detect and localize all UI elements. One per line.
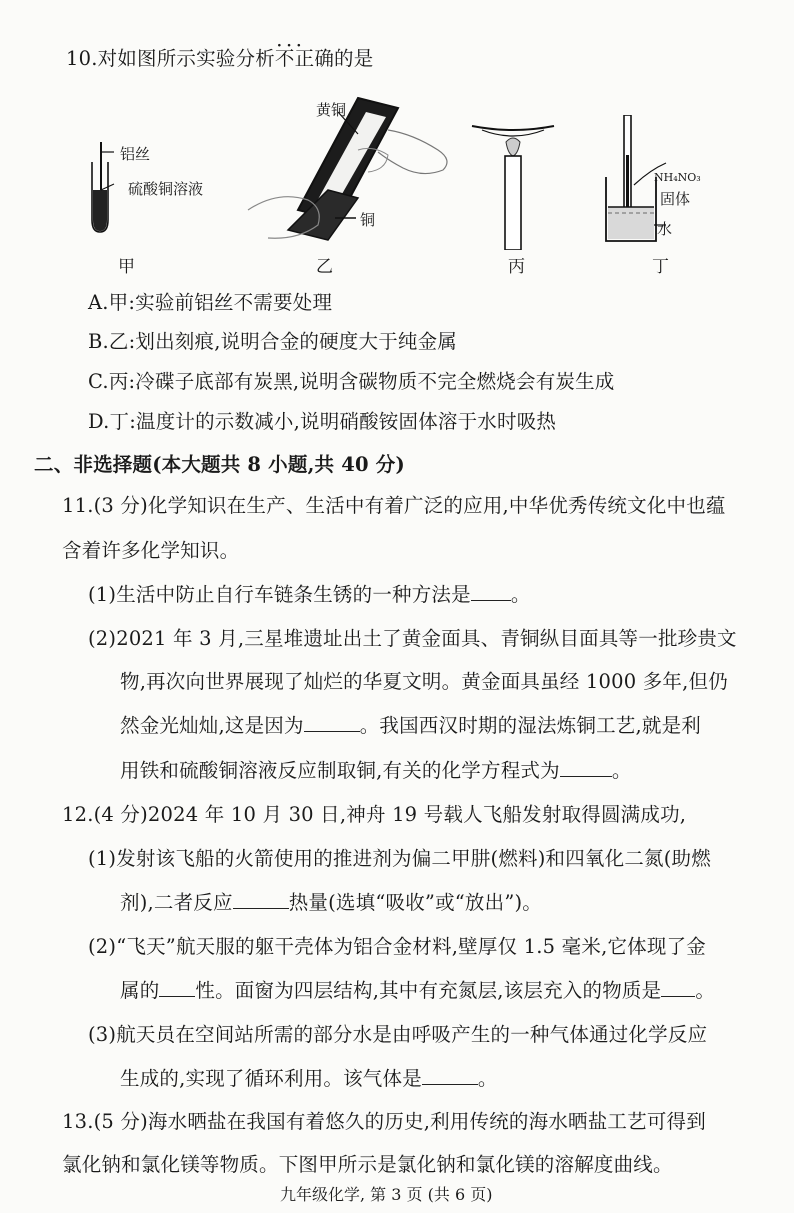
q10-option-b: B.乙:划出刻痕,说明合金的硬度大于纯金属 <box>88 330 457 353</box>
q11-part-2-line-4-text: 用铁和硫酸铜溶液反应制取铜,有关的化学方程式为 <box>120 759 560 782</box>
figure-yi-copper-label: 铜 <box>360 211 376 229</box>
q11-stem-line-2: 含着许多化学知识。 <box>62 539 240 562</box>
q12-part-2-line-2-b: 性。面窗为四层结构,其中有充氮层,该层充入的物质是 <box>195 979 662 1002</box>
section-2-title: 二、非选择题(本大题共 8 小题,共 40 分) <box>34 453 405 476</box>
q12-part-2-line-2-end: 。 <box>695 979 716 1002</box>
q10-stem-post: 的是 <box>334 47 374 70</box>
q11-part-1-text: (1)生活中防止自行车链条生锈的一种方法是 <box>88 583 471 606</box>
figure-ding-solid-label: 固体 <box>660 190 691 208</box>
figure-ding-solid-formula: NH₄NO₃ <box>654 171 701 184</box>
figure-jia-test-tube <box>84 140 124 240</box>
q11-part-2-line-1: (2)2021 年 3 月,三星堆遗址出土了黄金面具、青铜纵目面具等一批珍贵文 <box>88 627 737 650</box>
q10-stem-pre: 10.对如图所示实验分析 <box>66 47 275 70</box>
q12-part-1-line-1: (1)发射该飞船的火箭使用的推进剂为偏二甲肼(燃料)和四氧化二氮(助燃 <box>88 847 711 870</box>
q11-part-1-blank[interactable] <box>471 582 511 601</box>
q12-part-1-line-2-b: 热量(选填“吸收”或“放出”)。 <box>288 891 543 914</box>
q12-part-3-blank[interactable] <box>422 1066 478 1085</box>
q12-part-1-line-2 <box>120 890 542 916</box>
q12-part-2-blank-1[interactable] <box>159 978 195 997</box>
q12-part-2-line-2 <box>120 978 715 1004</box>
q11-part-2-line-3-b: 。我国西汉时期的湿法炼铜工艺,就是利 <box>359 714 702 737</box>
q12-part-3-line-2 <box>120 1066 498 1092</box>
q10-option-d: D.丁:温度计的示数减小,说明硝酸铵固体溶于水时吸热 <box>88 410 557 433</box>
q12-part-3-line-2-text: 生成的,实现了循环利用。该气体是 <box>120 1067 422 1090</box>
q12-part-3-line-1: (3)航天员在空间站所需的部分水是由呼吸产生的一种气体通过化学反应 <box>88 1023 708 1046</box>
q11-part-2-line-4-end: 。 <box>611 759 632 782</box>
q13-stem-line-2: 氯化钠和氯化镁等物质。下图甲所示是氯化钠和氯化镁的溶解度曲线。 <box>62 1153 673 1176</box>
q12-part-3-line-2-end: 。 <box>477 1067 498 1090</box>
q12-part-2-line-2-a: 属的 <box>120 979 160 1002</box>
q11-part-2-blank-2[interactable] <box>560 758 612 777</box>
q11-part-2-line-2: 物,再次向世界展现了灿烂的华夏文明。黄金面具虽经 1000 多年,但仍 <box>120 670 728 693</box>
figure-ding-water-label: 水 <box>657 220 673 238</box>
q12-part-1-line-2-a: 剂),二者反应 <box>120 891 233 914</box>
q11-part-2-line-3 <box>120 713 701 739</box>
q10-stem <box>66 46 373 72</box>
q10-stem-emphasis: 不正确 · · · <box>275 47 334 70</box>
figure-ding-label: 丁 <box>652 257 669 277</box>
q10-option-a: A.甲:实验前铝丝不需要处理 <box>88 291 333 314</box>
q11-part-1-end: 。 <box>510 583 531 606</box>
q11-part-1 <box>88 582 531 608</box>
figure-jia-label: 甲 <box>118 257 135 277</box>
q13-stem-line-1: 13.(5 分)海水晒盐在我国有着悠久的历史,利用传统的海水晒盐工艺可得到 <box>62 1110 706 1133</box>
q11-part-2-blank-1[interactable] <box>304 713 360 732</box>
q11-stem-line-1: 11.(3 分)化学知识在生产、生活中有着广泛的应用,中华优秀传统文化中也蕴 <box>62 494 726 517</box>
q12-part-1-blank[interactable] <box>233 890 289 909</box>
figure-yi-label: 乙 <box>316 257 333 277</box>
figure-jia-solution-label: 硫酸铜溶液 <box>128 180 204 198</box>
q12-part-2-line-1: (2)“飞天”航天服的躯干壳体为铝合金材料,壁厚仅 1.5 毫米,它体现了金 <box>88 935 706 958</box>
q11-part-2-line-3-a: 然金光灿灿,这是因为 <box>120 714 304 737</box>
q10-option-c: C.丙:冷碟子底部有炭黑,说明含碳物质不完全燃烧会有炭生成 <box>88 370 615 393</box>
figure-bing-candle <box>468 120 558 250</box>
q11-part-2-line-4 <box>120 758 632 784</box>
figure-jia-wire-label: 铝丝 <box>120 145 151 163</box>
figure-bing-label: 丙 <box>508 257 525 277</box>
q12-part-2-blank-2[interactable] <box>661 978 695 997</box>
q12-stem: 12.(4 分)2024 年 10 月 30 日,神舟 19 号载人飞船发射取得圆满成功, <box>62 803 687 826</box>
page-footer: 九年级化学, 第 3 页 (共 6 页) <box>280 1185 493 1204</box>
figure-yi-scratch <box>238 90 468 250</box>
figure-yi-brass-label: 黄铜 <box>316 101 347 119</box>
